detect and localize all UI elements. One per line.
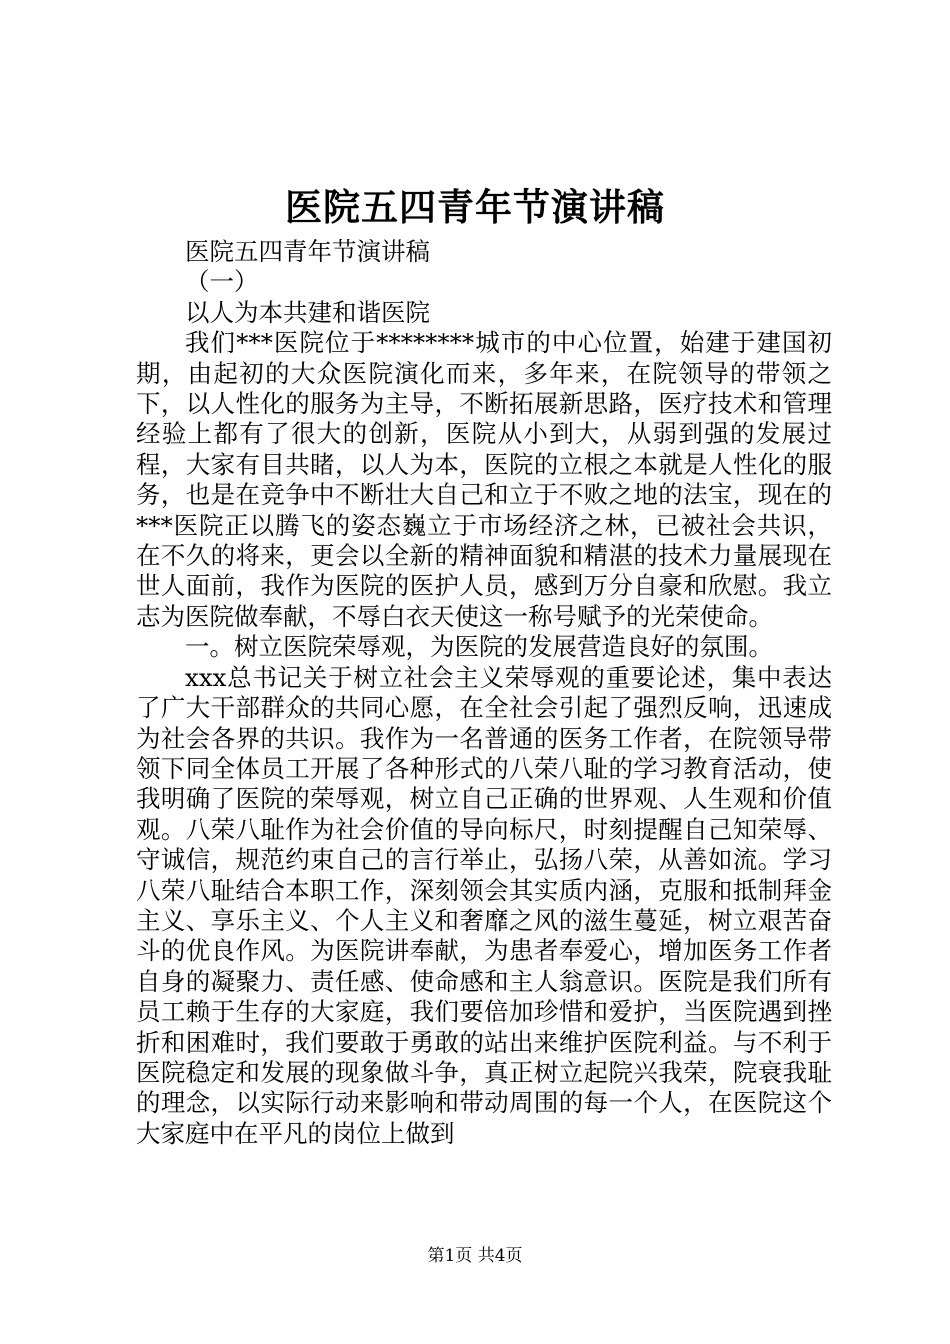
paragraph-subtitle: 医院五四青年节演讲稿 (185, 237, 430, 266)
paragraph-point-one: 一。树立医院荣辱观，为医院的发展营造良好的氛围。 (185, 632, 773, 662)
paragraph-heading: 以人为本共建和谐医院 (185, 297, 430, 327)
paragraph-body: xxx总书记关于树立社会主义荣辱观的重要论述，集中表达了广大干部群众的共同心愿，在全社会引起了强烈反响，迅速成为社会各界的共识。我作为一名普通的医务工作者，在院领导带领下同全体员工开展了各种形式的八荣八耻的学习教育活动，使我明确了医院的荣辱观，树立自己正确的世界观、人生观和价值观。八荣八耻作为社会价值的导向标尺，时刻提醒自己知荣辱、守诚信，规范约束自己的言行举止，弘扬八荣，从善如流。学习八荣八耻结合本职工作，深刻领会其实质内涵，克服和抵制拜金主义、享乐主义、个人主义和奢靡之风的滋生蔓延，树立艰苦奋斗的优良作风。为医院讲奉献，为患者奉爱心，增加医务工作者自身的凝聚力、责任感、使命感和主人翁意识。医院是我们所有员工赖于生存的大家庭，我们要倍加珍惜和爱护，当医院遇到挫折和困难时，我们要敢于勇敢的站出来维护医院利益。与不利于医院稳定和发展的现象做斗争，真正树立起院兴我荣，院衰我耻的理念，以实际行动来影响和带动周围的每一个人，在医院这个大家庭中在平凡的岗位上做到 (136, 662, 832, 1148)
document-title: 医院五四青年节演讲稿 (285, 185, 665, 229)
page-footer: 第1页 共4页 (427, 1246, 523, 1266)
paragraph-section-number: （一） (185, 267, 259, 297)
document-body (136, 237, 832, 1149)
paragraph-intro: 我们***医院位于********城市的中心位置，始建于建国初期，由起初的大众医院演化而来，多年来，在院领导的带领之下，以人性化的服务为主导，不断拓展新思路，医疗技术和管理经验上都有了很大的创新，医院从小到大，从弱到强的发展过程，大家有目共睹，以人为本，医院的立根之本就是人性化的服务，也是在竞争中不断壮大自己和立于不败之地的法宝，现在的***医院正以腾飞的姿态巍立于市场经济之林，已被社会共识，在不久的将来，更会以全新的精神面貌和精湛的技术力量展现在世人面前，我作为医院的医护人员，感到万分自豪和欣慰。我立志为医院做奉献，不辱白衣天使这一称号赋予的光荣使命。 (136, 328, 832, 631)
